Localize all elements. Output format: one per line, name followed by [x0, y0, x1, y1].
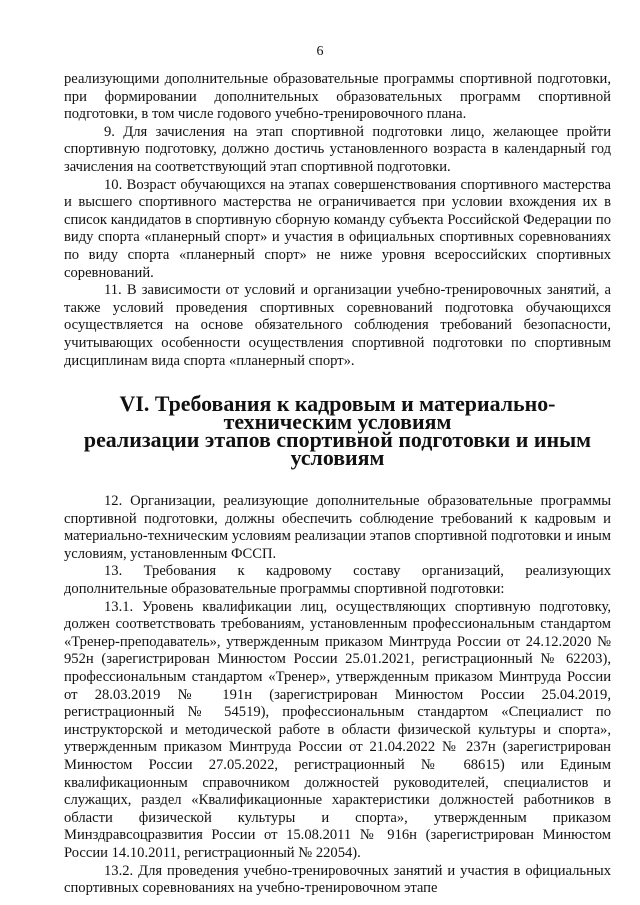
paragraph: 13.2. Для проведения учебно-тренировочных занятий и участия в официальных спортивных соревнованиях на учебно-тренировочном этапе [64, 862, 611, 897]
paragraph: 9. Для зачисления на этап спортивной подготовки лицо, желающее пройти спортивную подготовку, должно достичь установленного возраста в календарный год зачисления на соответствующий этап спортивной подготовки. [64, 123, 611, 175]
paragraph: реализующими дополнительные образовательные программы спортивной подготовки, при формировании дополнительных образовательных программ спортивной подготовки, в том числе годового учебно-тренировочного плана. [64, 71, 611, 123]
paragraphs-before-section [64, 71, 611, 370]
document-body [64, 71, 611, 898]
paragraph: 10. Возраст обучающихся на этапах совершенствования спортивного мастерства и высшего спортивного мастерства не ограничивается при условии вхождения их в список кандидатов в спортивную сборную команду субъекта Российской Федерации по виду спорта «планерный спорт» и участия в официальных спортивных соревнованиях по виду спорта «планерный спорт» не ниже уровня всероссийских спортивных соревнований. [64, 176, 611, 281]
paragraph: 13. Требования к кадровому составу организаций, реализующих дополнительные образовательные программы спортивной подготовки: [64, 563, 611, 598]
paragraph: 12. Организации, реализующие дополнительные образовательные программы спортивной подготовки, должны обеспечить соблюдение требований к кадровым и материально-техническим условиям реализации этапов спортивной подготовки и иным условиям, установленным ФССП. [64, 493, 611, 562]
section-heading-line-1: VI. Требования к кадровым и материально-техническим условиям [119, 391, 556, 435]
section-heading-line-2: реализации этапов спортивной подготовки и иным условиям [83, 427, 592, 471]
page-number: 6 [316, 44, 324, 59]
paragraph: 11. В зависимости от условий и организации учебно-тренировочных занятий, а также условий проведения спортивных соревнований подготовка обучающихся осуществляется на основе обязательного соблюдения требований безопасности, учитывающих особенности осуществления спортивной подготовки по спортивным дисциплинам вида спорта «планерный спорт». [64, 282, 611, 369]
paragraphs-after-section [64, 493, 611, 898]
section-heading [64, 391, 611, 471]
paragraph: 13.1. Уровень квалификации лиц, осуществляющих спортивную подготовку, должен соответствовать требованиям, установленным профессиональным стандартом «Тренер-преподаватель», утвержденным приказом Минтруда России от 24.12.2020 № 952н (зарегистрирован Минюстом России 25.01.2021, регистрационный № 62203), профессиональным стандартом «Тренер», утвержденным приказом Минтруда России от 28.03.2019 № 191н (зарегистрирован Минюстом России 25.04.2019, регистрационный № 54519), профессиональным стандартом «Специалист по инструкторской и методической работе в области физической культуры и спорта», утвержденным приказом Минтруда России от 21.04.2022 № 237н (зарегистрирован Минюстом России 27.05.2022, регистрационный № 68615) или Единым квалификационным справочником должностей руководителей, специалистов и служащих, раздел «Квалификационные характеристики должностей работников в области физической культуры и спорта», утвержденным приказом Минздравсоцразвития России от 15.08.2011 № 916н (зарегистрирован Минюстом России 14.10.2011, регистрационный № 22054). [64, 598, 611, 861]
